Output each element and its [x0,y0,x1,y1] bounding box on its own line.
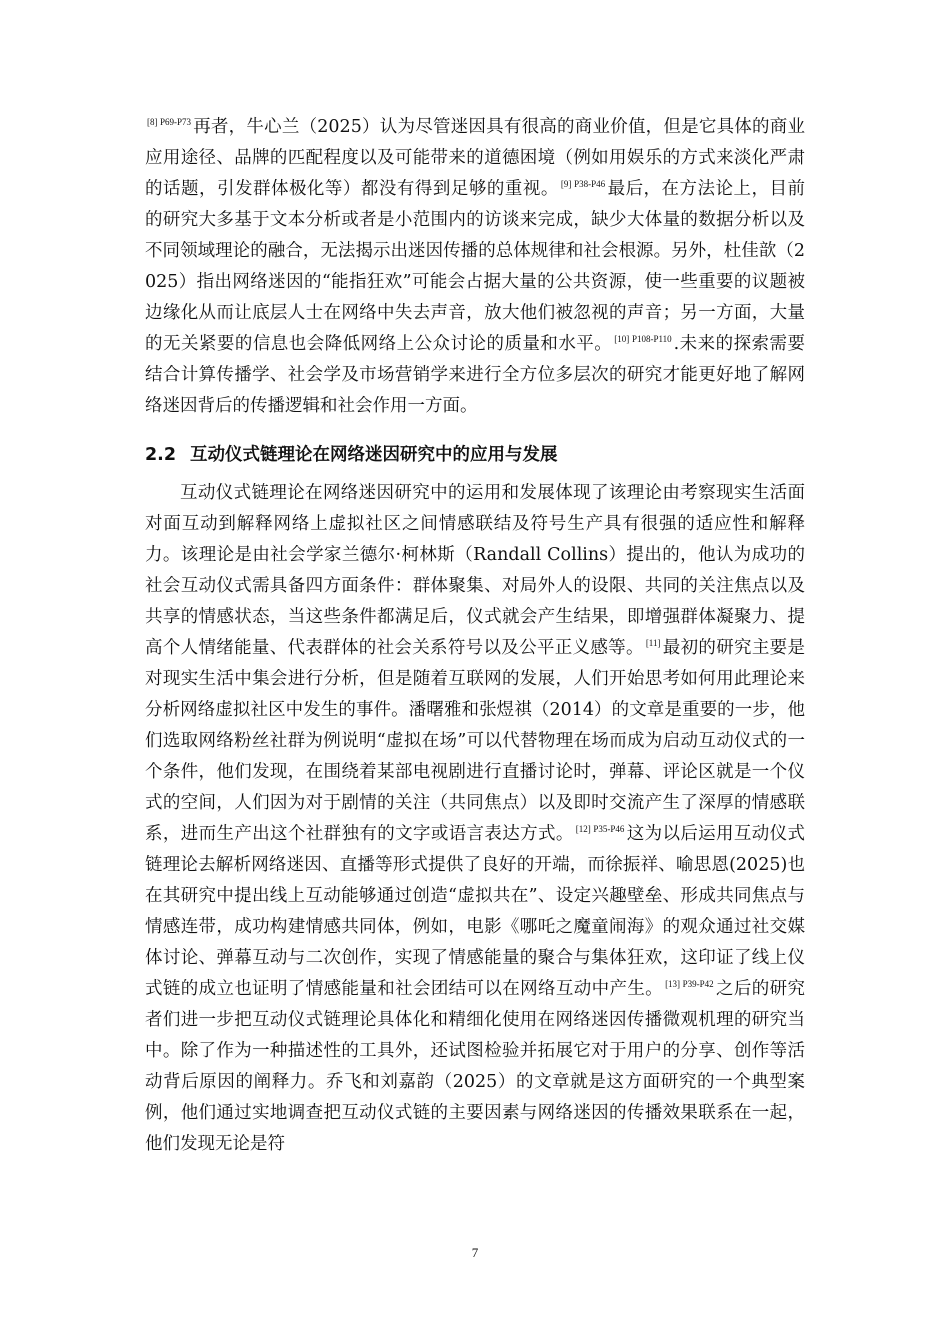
citation-11: [11] [645,638,661,648]
citation-10: [10] P108-P110 [614,334,672,344]
citation-9: [9] P38-P46 [560,179,606,189]
paragraph-text: 最初的研究主要是对现实生活中集会进行分析，但是随着互联网的发展，人们开始思考如何用此理论来分析网络虚拟社区中发生的事件。潘曙雅和张煜祺（2014）的文章是重要的一步，他们选取网络粉丝社群为例说明“虚拟在场”可以代替物理在场而成为启动互动仪式的一个条件，他们发现，在围绕着某部电视剧进行直播讨论时，弹幕、评论区就是一个仪式的空间，人们因为对于剧情的关注（共同焦点）以及即时交流产生了深厚的情感联系，进而生产出这个社群独有的文字或语言表达方式。 [145,638,806,844]
section-title: 互动仪式链理论在网络迷因研究中的应用与发展 [190,445,558,465]
paragraph-text: 之后的研究者们进一步把互动仪式链理论具体化和精细化使用在网络迷因传播微观机理的研究当中。除了作为一种描述性的工具外，还试图检验并拓展它对于用户的分享、创作等活动背后原因的阐释力。乔飞和刘嘉韵（2025）的文章就是这方面研究的一个典型案例，他们通过实地调查把互动仪式链的主要因素与网络迷因的传播效果联系在一起，他们发现无论是符 [145,979,806,1154]
paragraph-research-limitations [145,112,805,422]
paragraph-text: .未来的探索需要结合计算传播学、社会学及市场营销学来进行全方位多层次的研究才能更好地了解网络迷因背后的传播逻辑和社会作用一方面。 [145,334,806,416]
section-heading [145,440,805,470]
citation-12: [12] P35-P46 [575,824,625,834]
paragraph-text: 互动仪式链理论在网络迷因研究中的运用和发展体现了该理论由考察现实生活面对面互动到解释网络上虚拟社区之间情感联结及符号生产具有很强的适应性和解释力。该理论是由社会学家兰德尔·柯林斯（Randall Collins）提出的，他认为成功的社会互动仪式需具备四方面条件：群体聚集、对局外人的设限、共同的关注焦点以及共享的情感状态，当这些条件都满足后，仪式就会产生结果，即增强群体凝聚力、提高个人情绪能量、代表群体的社会关系符号以及公平正义感等。 [145,483,805,658]
citation-8: [8] P69-P73 [147,117,191,127]
page-number: 7 [471,1245,479,1260]
citation-13: [13] P39-P42 [665,979,714,989]
section-number: 2.2 [145,445,177,465]
paragraph-text: 这为以后运用互动仪式链理论去解析网络迷因、直播等形式提供了良好的开端，而徐振祥、喻思恩(2025)也在其研究中提出线上互动能够通过创造“虚拟共在”、设定兴趣壁垒、形成共同焦点与情感连带，成功构建情感共同体，例如，电影《哪吒之魔童闹海》的观众通过社交媒体讨论、弹幕互动与二次创作，实现了情感能量的聚合与集体狂欢，这印证了线上仪式链的成立也证明了情感能量和社会团结可以在网络互动中产生。 [145,824,805,999]
paragraph-text: 最后，在方法论上，目前的研究大多基于文本分析或者是小范围内的访谈来完成，缺少大体量的数据分析以及不同领域理论的融合，无法揭示出迷因传播的总体规律和社会根源。另外，杜佳歆（2025）指出网络迷因的“能指狂欢”可能会占据大量的公共资源，使一些重要的议题被边缘化从而让底层人士在网络中失去声音，放大他们被忽视的声音；另一方面，大量的无关紧要的信息也会降低网络上公众讨论的质量和水平。 [145,179,805,354]
page-body [145,112,805,1160]
paragraph-ritual-chain-theory [145,478,805,1160]
paragraph-text: 再者，牛心兰（2025）认为尽管迷因具有很高的商业价值，但是它具体的商业应用途径、品牌的匹配程度以及可能带来的道德困境（例如用娱乐的方式来淡化严肃的话题，引发群体极化等）都没有得到足够的重视。 [145,117,805,199]
